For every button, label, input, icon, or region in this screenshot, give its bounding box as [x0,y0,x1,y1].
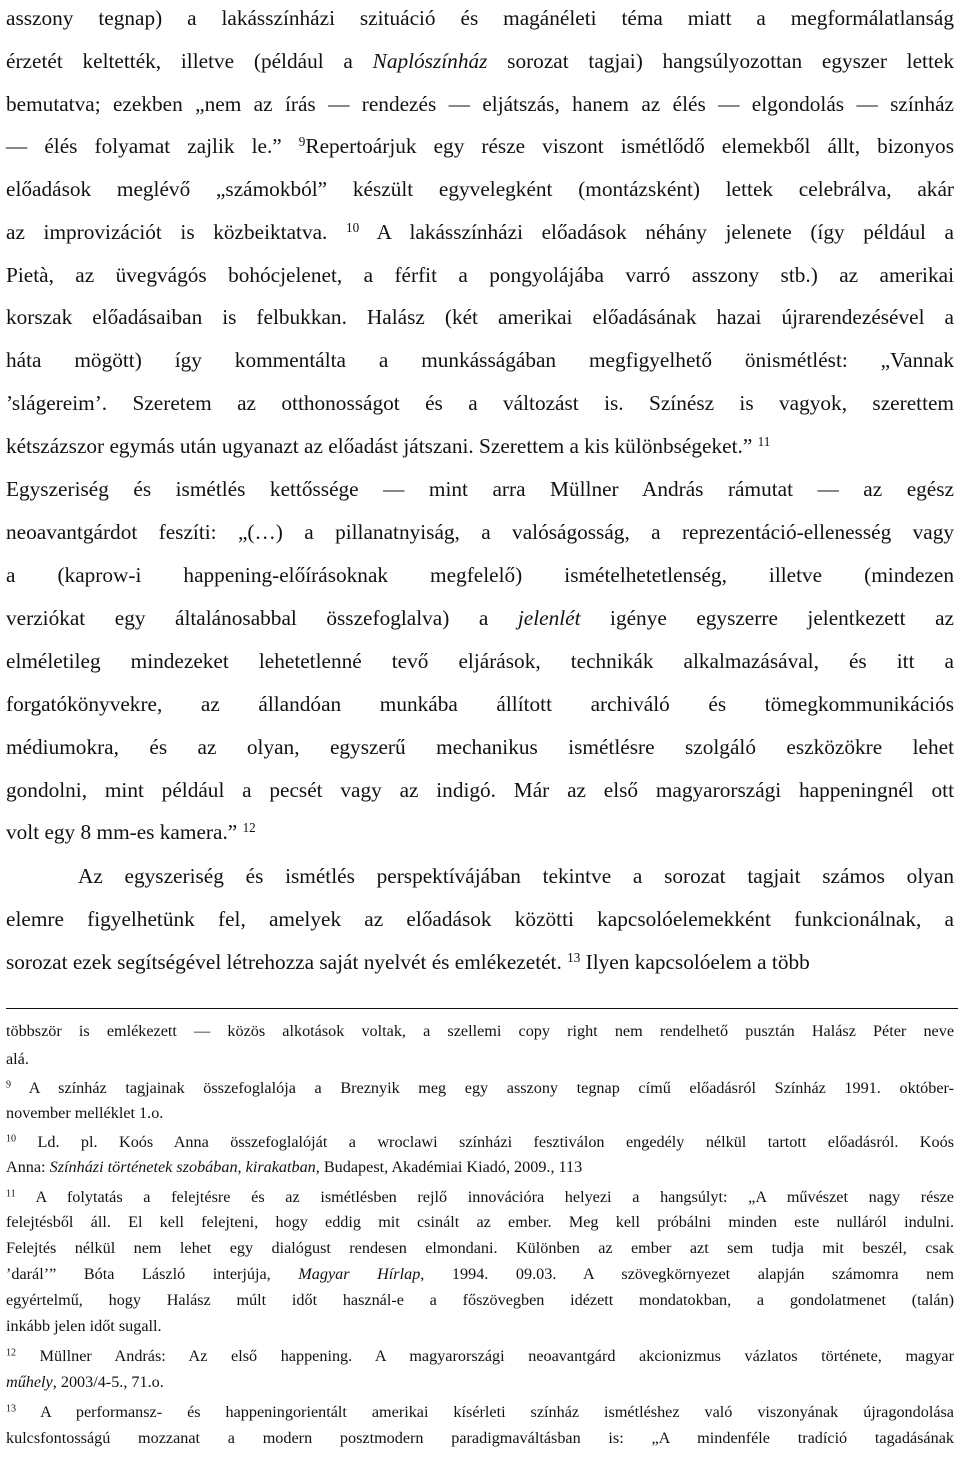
body-text-line [6,646,954,676]
footnote-text-line [6,1371,954,1393]
text-run: a (kaprow-i happening-előírásoknak megfelelő) ismételhetetlenség, illetve (mindezen [6,563,954,587]
text-run: érzetét keltették, illetve (például a [6,49,373,73]
footnote-reference: 12 [6,1347,17,1359]
body-text-line [6,89,954,119]
text-run: az improvizációt is közbeiktatva. [6,220,346,244]
footnote-text-line [6,1315,954,1337]
body-text-line [6,775,954,805]
footnote-text-line [6,1186,954,1208]
text-run: korszak előadásaiban is felbukkan. Halász (két amerikai előadásának hazai újrarendezésével a [6,305,954,329]
footnote-text-line [6,1102,954,1124]
footnote-text-line [6,1048,954,1070]
text-run: Anna: [6,1158,50,1176]
body-text-line [6,517,954,547]
text-run: elemre figyelhetünk fel, amelyek az előadások közötti kapcsolóelemekként funkcionálnak, a [6,907,954,931]
body-text-line [6,861,954,891]
body-text-line [6,345,954,375]
text-run: egyértelmű, hogy Halász múlt időt használ-e a főszövegben idézett mondatokban, a gondolatmenet (talán) [6,1291,954,1309]
body-text-line [6,603,954,633]
text-run: sorozat tagjai) hangsúlyozottan egyszer lettek [487,49,954,73]
text-run: többször is emlékezett — közös alkotások voltak, a szellemi copy right nem rendelhető pusztán Halász Péter neve [6,1022,954,1040]
text-run: A performansz- és happeningorientált amerikai kísérleti színház ismétléshez való viszonyának újragondolása [16,1403,954,1421]
text-run: ’darál’” Bóta László interjúja, [6,1265,299,1283]
text-run: Ld. pl. Koós Anna összefoglalóját a wroclawi színházi fesztiválon engedély nélkül tartott előadásról. Koós [16,1133,954,1151]
text-run: Müllner András: Az első happening. A magyarországi neoavantgárd akcionizmus vázlatos története, magyar [16,1347,954,1365]
body-text-line [6,474,954,504]
footnote-text-line [6,1427,954,1449]
italic-text: műhely [6,1373,53,1391]
italic-text: Magyar Hírlap [298,1265,421,1283]
footnote-text-line [6,1401,954,1423]
text-run: médiumokra, és az olyan, egyszerű mechanikus ismétlésre szolgáló eszközökre lehet [6,735,954,759]
footnote-reference: 13 [6,1403,17,1415]
footnote-reference: 10 [346,219,360,235]
body-text-line [6,260,954,290]
text-run: inkább jelen időt sugall. [6,1317,162,1335]
footnote-text-line [6,1131,954,1153]
text-run: volt egy 8 mm-es kamera.” [6,820,243,844]
body-text-line [6,3,954,33]
italic-text: Naplószínház [372,49,488,73]
text-run: A folytatás a felejtésre és az ismétlésben rejlő innovációra helyezi a hangsúlyt: „A művészet nagy része [15,1188,954,1206]
text-run: verziókat egy általánosabbal összefoglalva) a [6,606,518,630]
footnote-text-line [6,1289,954,1311]
text-run: , 2003/4-5., 71.o. [52,1373,164,1391]
text-run: előadások meglévő „számokból” készült egyvelegként (montázsként) lettek celebrálva, akár [6,177,954,201]
text-run: alá. [6,1050,29,1068]
text-run: bemutatva; ezekben „nem az írás — rendezés — eljátszás, hanem az élés — elgondolás — színház [6,92,954,116]
footnote-text-line [6,1077,954,1099]
footnote-text-line [6,1020,954,1042]
body-text-line [6,431,954,461]
footnote-reference: 11 [757,433,771,449]
text-run: kulcsfontosságú mozzanat a modern posztmodern paradigmaváltásban is: „A mindenféle tradíció tagadásának [6,1429,954,1447]
footnote-reference: 11 [6,1188,16,1200]
body-text-line [6,217,954,247]
footnote-text-line [6,1263,954,1285]
text-run: Az egyszeriség és ismétlés perspektívájában tekintve a sorozat tagjait számos olyan [78,864,954,888]
italic-text: jelenlét [517,606,581,630]
text-run: — élés folyamat zajlik le.” [6,134,299,158]
footnote-reference: 9 [298,133,306,149]
text-run: Ilyen kapcsolóelem a több [580,950,810,974]
footnote-text-line [6,1237,954,1259]
text-run: A lakásszínházi előadások néhány jelenete (így például a [359,220,955,244]
body-text-line [6,817,954,847]
text-run: neoavantgárdot feszíti: „(…) a pillanatnyiság, a valóságosság, a reprezentáció-ellenesség vagy [6,520,954,544]
footnote-reference: 10 [6,1133,17,1145]
text-run: november melléklet 1.o. [6,1104,164,1122]
footnote-reference: 13 [567,949,581,965]
text-run: igénye egyszerre jelentkezett az [580,606,954,630]
body-text-line [6,302,954,332]
text-run: elméletileg mindezeket lehetetlenné tevő eljárások, technikák alkalmazásával, és itt a [6,649,954,673]
text-run: A színház tagjainak összefoglalója a Breznyik meg egy asszony tegnap című előadásról Színház 1991. október- [11,1079,954,1097]
text-run: , Budapest, Akadémiai Kiadó, 2009., 113 [315,1158,583,1176]
footnote-reference: 12 [242,819,256,835]
italic-text: Színházi történetek szobában, kirakatban [49,1158,316,1176]
body-text-line [6,904,954,934]
text-run: háta mögött) így kommentálta a munkásságában megfigyelhető önismétlést: „Vannak [6,348,954,372]
text-run: ’slágereim’. Szeretem az otthonosságot és a változást is. Színész is vagyok, szerettem [6,391,954,415]
body-text-line [6,732,954,762]
body-text-line [6,560,954,590]
text-run: Egyszeriség és ismétlés kettőssége — mint arra Müllner András rámutat — az egész [6,477,954,501]
footnote-text-line [6,1211,954,1233]
footnote-reference: 9 [6,1079,12,1091]
text-run: Pietà, az üvegvágós bohócjelenet, a férfit a pongyolájába varró asszony stb.) az amerikai [6,263,954,287]
body-text-line [6,46,954,76]
text-run: forgatókönyvekre, az állandóan munkába állított archiváló és tömegkommunikációs [6,692,954,716]
text-run: asszony tegnap) a lakásszínházi szituáció és magánéleti téma miatt a megformálatlanság [6,6,954,30]
body-text-line [6,388,954,418]
text-run: Felejtés nélkül nem lehet egy dialógust rendesen elmondani. Különben az ember azt sem tudja mit beszél, csak [6,1239,954,1257]
text-run: felejtésből áll. El kell felejteni, hogy eddig mit csinált az ember. Meg kell próbálni minden este nulláról indulni. [6,1213,954,1231]
text-run: Repertoárjuk egy része viszont ismétlődő elemekből állt, bizonyos [305,134,954,158]
body-text-line [6,689,954,719]
text-run: gondolni, mint például a pecsét vagy az indigó. Már az első magyarországi happeningnél ott [6,778,954,802]
text-run: , 1994. 09.03. A szövegkörnyezet alapján számomra nem [420,1265,954,1283]
text-run: sorozat ezek segítségével létrehozza saját nyelvét és emlékezetét. [6,950,568,974]
body-text-line [6,131,954,161]
footnote-text-line [6,1156,954,1178]
body-text-line [6,174,954,204]
body-text-line [6,947,954,977]
footnote-text-line [6,1345,954,1367]
text-run: kétszázszor egymás után ugyanazt az előadást játszani. Szerettem a kis különbségeket.” [6,434,758,458]
footnote-separator [6,1008,958,1009]
